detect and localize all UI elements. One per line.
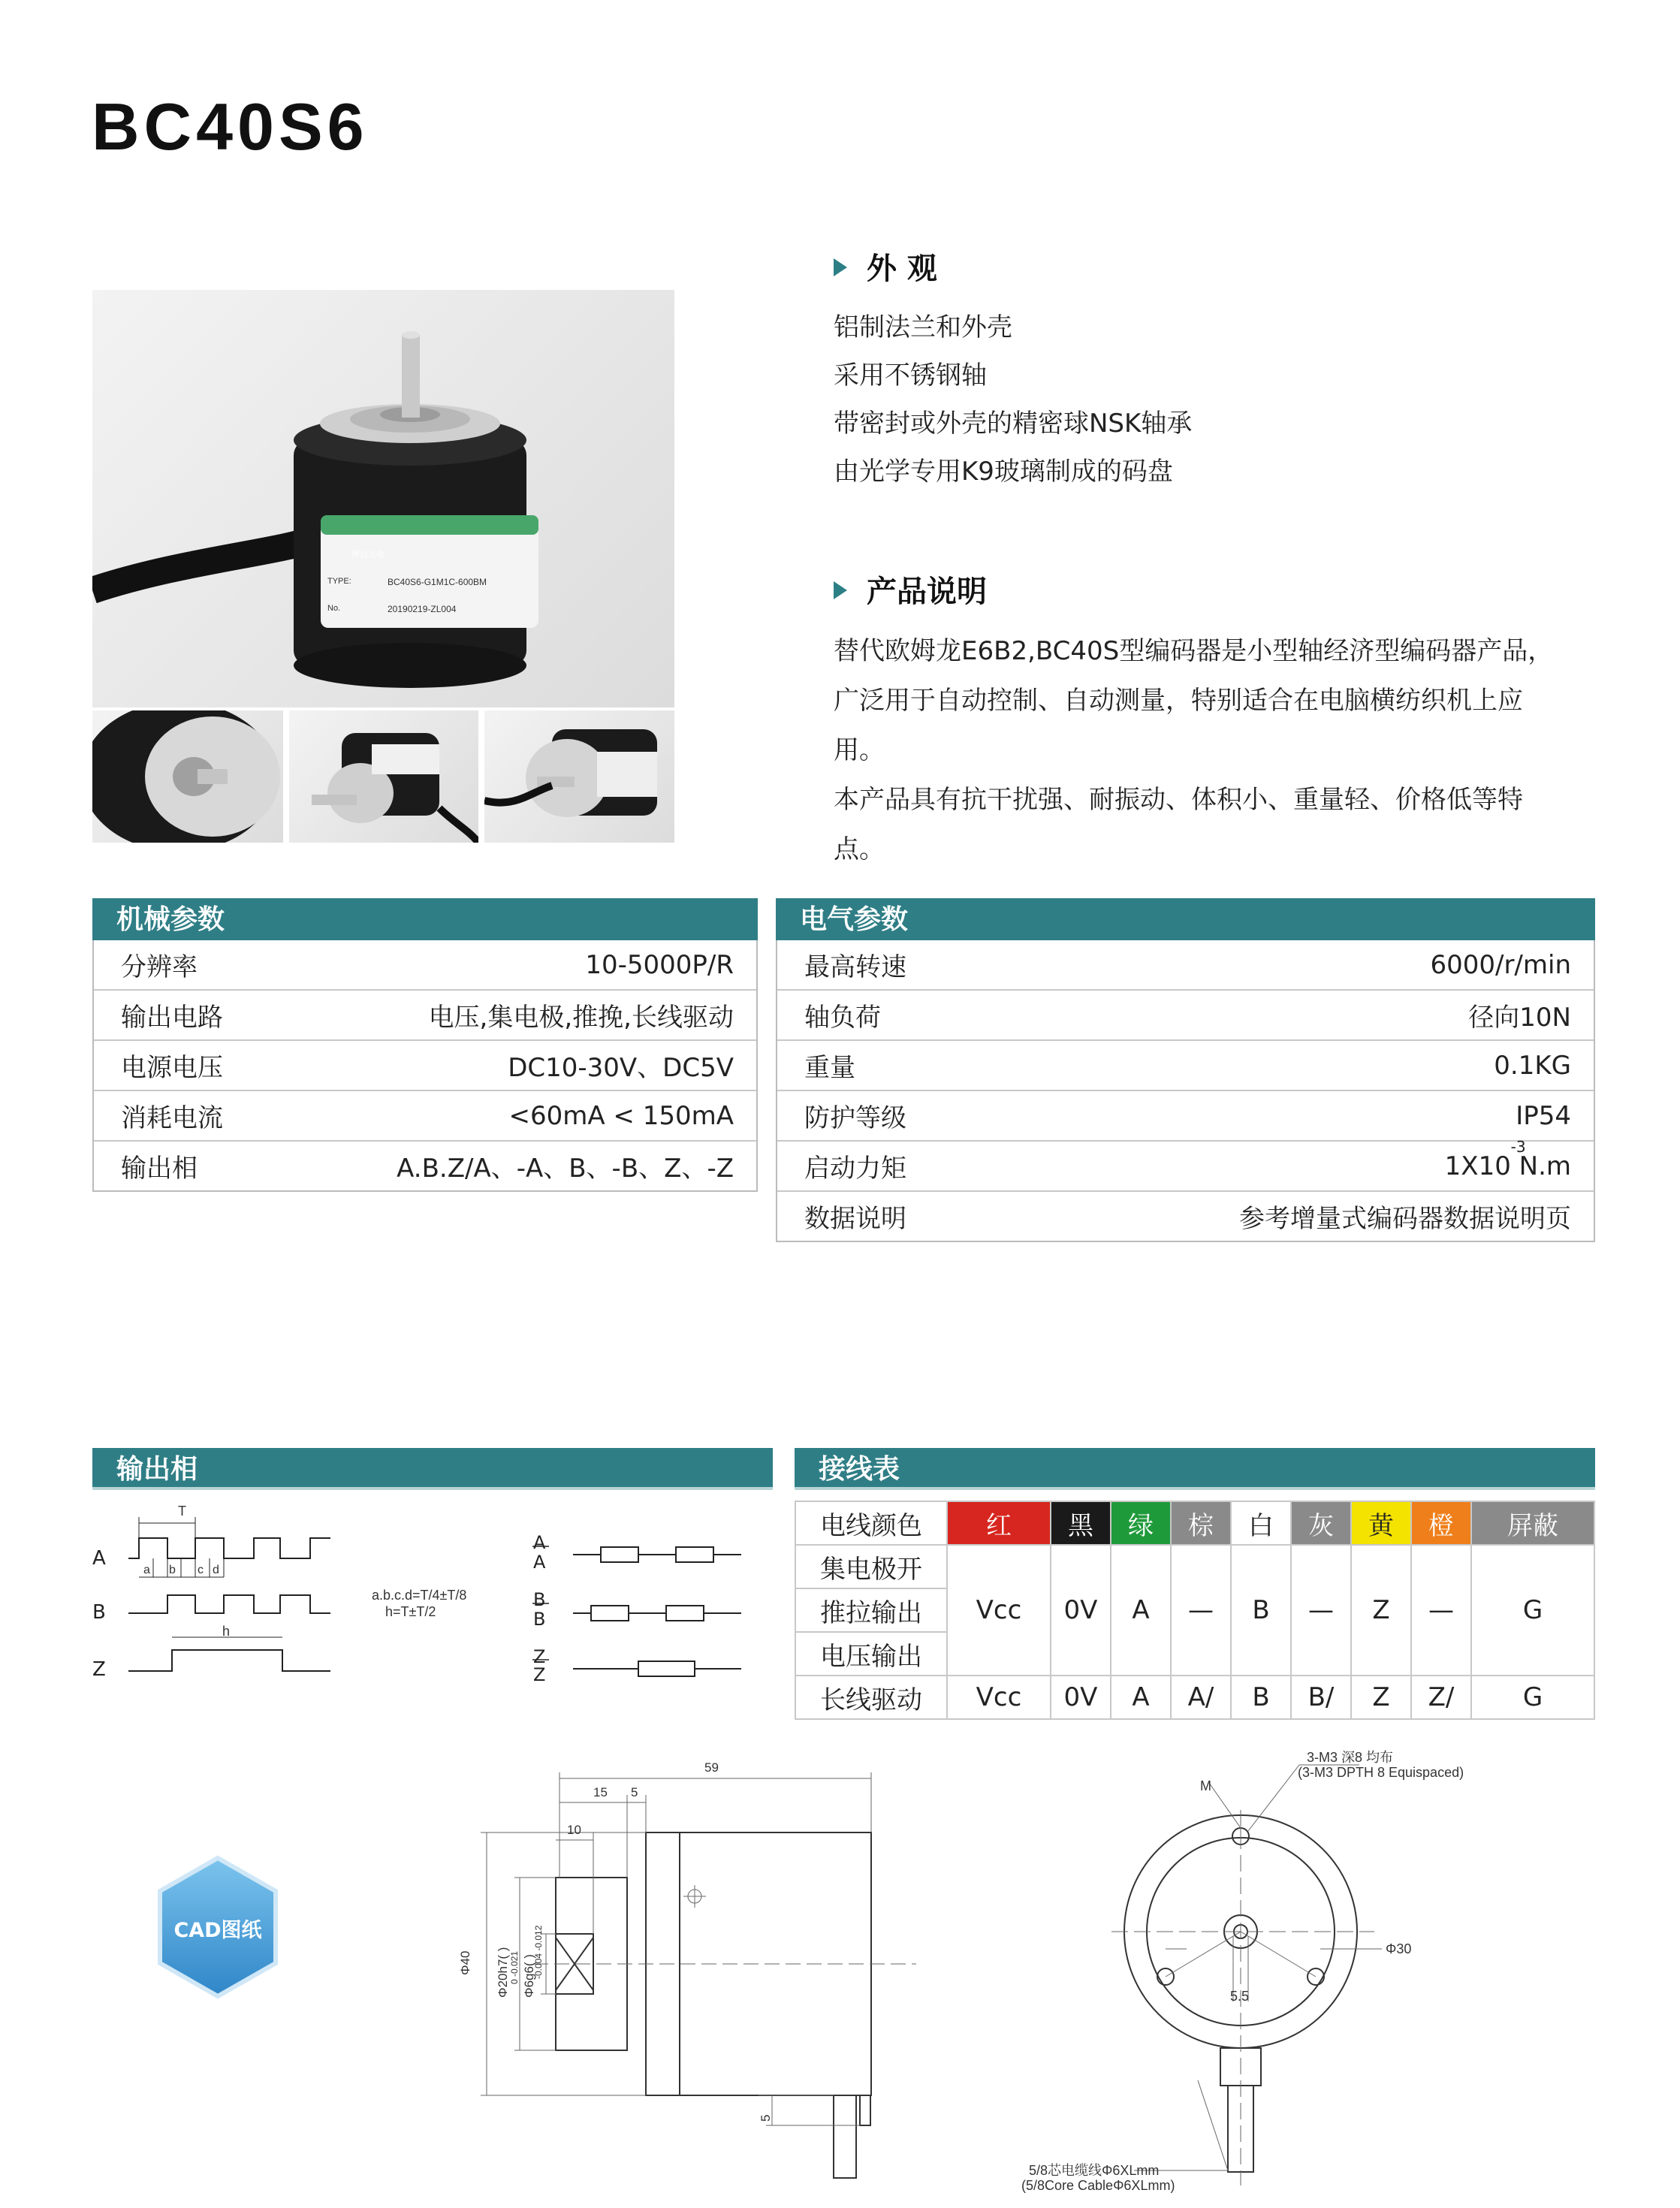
wiring-value: — xyxy=(1171,1545,1231,1676)
wiring-group-label: 推拉输出 xyxy=(795,1588,947,1632)
output-phase-heading: 输出相 xyxy=(92,1448,773,1490)
wiring-group-label: 集电极开 xyxy=(795,1545,947,1588)
dim-15: 15 xyxy=(593,1785,608,1799)
table-row: 数据说明 参考增量式编码器数据说明页 xyxy=(777,1190,1594,1241)
table-row: 消耗电流 <60mA < 150mA xyxy=(94,1090,756,1140)
phase-label-z: Z xyxy=(92,1658,106,1681)
dim-d6: Φ6g6( ) xyxy=(522,1954,536,1998)
table-row: 最高转速 6000/r/min xyxy=(804,949,1571,982)
diff-label-z-inv: Z xyxy=(533,1664,546,1685)
appearance-list xyxy=(834,303,1192,496)
dim-d6-tol: -0.004 -0.012 xyxy=(533,1925,544,1979)
mechanical-table xyxy=(92,898,758,1192)
phase-label-a: A xyxy=(92,1547,106,1570)
label-no-prefix: No. xyxy=(327,604,341,613)
diff-label-z: Z xyxy=(533,1646,546,1667)
wiring-value: — xyxy=(1291,1545,1351,1676)
wiring-value: 0V xyxy=(1051,1676,1111,1719)
diff-label-a-inv: A xyxy=(533,1552,546,1573)
phase-label-b: B xyxy=(92,1601,106,1624)
cad-badge[interactable] xyxy=(154,1854,282,2001)
torque-exponent: -3 xyxy=(1510,1137,1526,1156)
label-no: 20190219-ZL004 xyxy=(388,604,457,614)
wiring-value: Z/ xyxy=(1411,1676,1471,1719)
dim-5: 5 xyxy=(631,1785,638,1799)
description-line: 点。 xyxy=(834,834,885,864)
cad-front-view xyxy=(1006,1735,1502,2193)
wiring-line-label: 长线驱动 xyxy=(795,1676,947,1719)
wiring-value: G xyxy=(1471,1676,1594,1719)
dim-d20-tol: 0 -0.021 xyxy=(509,1950,520,1984)
description-line: 替代欧姆龙E6B2,BC40S型编码器是小型轴经济型编码器产品， xyxy=(834,636,1554,666)
color-cell: 橙 xyxy=(1411,1501,1471,1545)
color-cell: 红 xyxy=(947,1501,1051,1545)
encoder-illustration xyxy=(92,290,674,707)
electrical-heading: 电气参数 xyxy=(776,898,1595,940)
diff-label-a: A xyxy=(533,1532,546,1553)
wiring-value: 0V xyxy=(1051,1545,1111,1676)
wiring-value: A xyxy=(1111,1545,1171,1676)
feature-item: 采用不锈钢轴 xyxy=(834,360,987,391)
timing-label-c: c xyxy=(198,1564,204,1576)
wiring-value: Z xyxy=(1351,1545,1411,1676)
wiring-value: Z xyxy=(1351,1676,1411,1719)
table-row: 分辨率 10-5000P/R xyxy=(121,949,734,982)
hole-note-cn: 3-M3 深8 均布 xyxy=(1307,1750,1394,1765)
cable-note-en: (5/8Core CableΦ6XLmm) xyxy=(1021,2178,1175,2193)
table-row: 轴负荷 径向10N xyxy=(777,989,1594,1039)
diff-label-b-inv: B xyxy=(533,1609,546,1630)
wiring-value: A xyxy=(1111,1676,1171,1719)
color-cell: 绿 xyxy=(1111,1501,1171,1545)
table-row xyxy=(795,1545,1594,1588)
timing-label-d: d xyxy=(213,1564,219,1576)
color-cell: 白 xyxy=(1231,1501,1291,1545)
wiring-value: A/ xyxy=(1171,1676,1231,1719)
product-photo-thumb-3 xyxy=(484,710,674,843)
description-line: 用。 xyxy=(834,735,885,765)
description-text xyxy=(834,626,1592,874)
color-cell: 黑 xyxy=(1051,1501,1111,1545)
dim-5-5: 5.5 xyxy=(1230,1989,1250,2004)
wiring-heading: 接线表 xyxy=(795,1448,1595,1490)
appearance-heading: 外 观 xyxy=(834,245,937,288)
dim-59: 59 xyxy=(704,1760,719,1775)
table-row xyxy=(795,1676,1594,1719)
timing-formula-2: h=T±T/2 xyxy=(385,1604,436,1619)
table-row: 电源电压 DC10-30V、DC5V xyxy=(94,1039,756,1090)
color-cell: 黄 xyxy=(1351,1501,1411,1545)
table-row: 防护等级 IP54 xyxy=(777,1090,1594,1140)
thread-label-m: M xyxy=(1200,1778,1211,1793)
dim-5-vertical: 5 xyxy=(759,2114,773,2122)
description-heading: 产品说明 xyxy=(834,568,987,611)
wiring-group-label: 电压输出 xyxy=(795,1632,947,1676)
timing-label-t: T xyxy=(178,1504,186,1519)
color-cell: 棕 xyxy=(1171,1501,1231,1545)
label-type: BC40S6-G1M1C-600BM xyxy=(388,577,487,587)
wiring-value: Vcc xyxy=(947,1676,1051,1719)
table-row: 输出电路 电压,集电极,推挽,长线驱动 xyxy=(94,989,756,1039)
color-cell: 屏蔽 xyxy=(1471,1501,1594,1545)
description-line: 广泛用于自动控制、自动测量，特别适合在电脑横纺织机上应 xyxy=(834,686,1523,716)
wiring-value: Vcc xyxy=(947,1545,1051,1676)
timing-formula-1: a.b.c.d=T/4±T/8 xyxy=(372,1588,467,1603)
table-row xyxy=(795,1501,1594,1545)
dim-10: 10 xyxy=(567,1823,581,1837)
product-photo-thumb-2 xyxy=(289,710,478,843)
timing-diagram xyxy=(92,1502,348,1682)
cable-note-cn: 5/8芯电缆线Φ6XLmm xyxy=(1029,2163,1160,2178)
mechanical-heading: 机械参数 xyxy=(92,898,758,940)
wiring-value: B xyxy=(1231,1676,1291,1719)
wiring-value: B/ xyxy=(1291,1676,1351,1719)
timing-label-b: b xyxy=(169,1564,176,1576)
wiring-table xyxy=(795,1501,1595,1720)
feature-item: 铝制法兰和外壳 xyxy=(834,312,1012,342)
dim-d40: Φ40 xyxy=(458,1950,472,1975)
product-photo-thumb-1 xyxy=(92,710,283,843)
table-row: 重量 0.1KG xyxy=(777,1039,1594,1090)
dim-d20: Φ20h7( ) xyxy=(496,1947,510,1998)
page-title: BC40S6 xyxy=(92,89,369,164)
color-label: 电线颜色 xyxy=(795,1501,947,1545)
diff-label-b: B xyxy=(533,1589,546,1610)
label-type-prefix: TYPE: xyxy=(327,577,351,586)
table-row: 输出相 A.B.Z/A、-A、B、-B、Z、-Z xyxy=(94,1140,756,1190)
dim-d30: Φ30 xyxy=(1386,1941,1412,1956)
electrical-table xyxy=(776,898,1595,1242)
timing-label-h: h xyxy=(222,1624,231,1639)
differential-diagram xyxy=(529,1532,777,1685)
wiring-value: B xyxy=(1231,1545,1291,1676)
cad-badge-label: CAD图纸 xyxy=(173,1919,262,1942)
product-photo-main xyxy=(92,290,674,707)
wiring-value: G xyxy=(1471,1545,1594,1676)
table-row: 启动力矩 -3 1X10 N.m xyxy=(777,1140,1594,1190)
hole-note-en: (3-M3 DPTH 8 Equispaced) xyxy=(1298,1765,1464,1780)
timing-label-a: a xyxy=(143,1564,150,1576)
description-line: 本产品具有抗干扰强、耐振动、体积小、重量轻、价格低等特 xyxy=(834,785,1523,815)
color-cell: 灰 xyxy=(1291,1501,1351,1545)
feature-item: 带密封或外壳的精密球NSK轴承 xyxy=(834,409,1193,439)
cad-side-view xyxy=(436,1750,931,2185)
feature-item: 由光学专用K9玻璃制成的码盘 xyxy=(834,457,1173,487)
label-brand: 博辰光电 xyxy=(351,550,385,560)
wiring-value: — xyxy=(1411,1545,1471,1676)
